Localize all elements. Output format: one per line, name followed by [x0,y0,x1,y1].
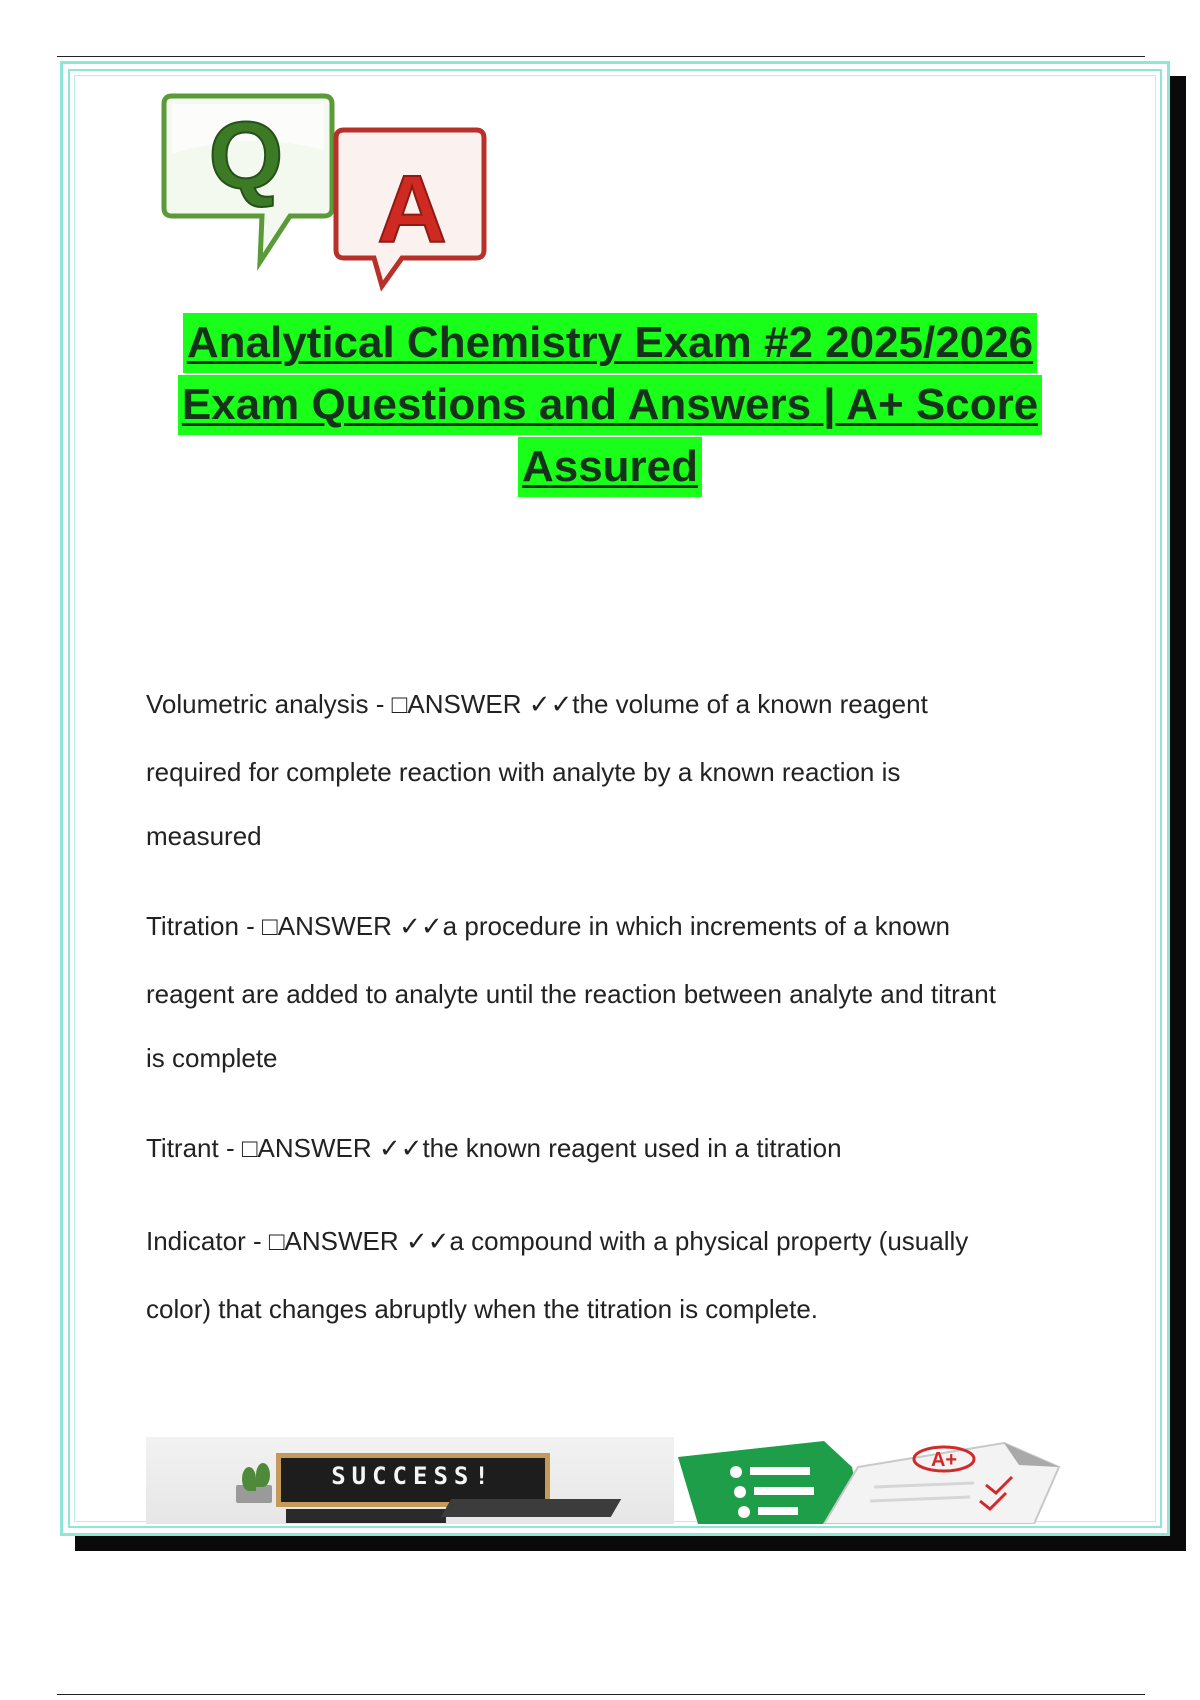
chalkboard-text: SUCCESS! [331,1462,495,1490]
qa-item-titration [146,890,1106,1090]
top-rule [57,56,1145,57]
qa-logo [150,90,530,310]
qa-item-titrant [146,1112,1106,1184]
laptop-image [441,1499,621,1517]
title-line-3: Assured [518,437,702,497]
qa-line: Titration - □ANSWER ✓✓a procedure in which increments of a known [146,911,950,941]
qa-item-indicator [146,1205,1106,1341]
bottom-rule [57,1694,1145,1695]
a-letter: A [377,156,447,263]
qa-line: reagent are added to analyte until the reaction between analyte and titrant [146,979,996,1009]
document-title [130,312,1090,498]
qa-line: is complete [146,1043,278,1073]
plant-leaf-icon [256,1463,270,1487]
tablet-image [286,1509,446,1523]
footer-documents-image [674,1437,1094,1524]
grade-text: A+ [930,1449,958,1471]
qa-item-volumetric-analysis [146,668,1106,868]
qa-line: color) that changes abruptly when the titration is complete. [146,1294,819,1324]
qa-line: measured [146,821,262,851]
qa-line: Indicator - □ANSWER ✓✓a compound with a physical property (usually [146,1226,969,1256]
qa-line: Titrant - □ANSWER ✓✓the known reagent used in a titration [146,1133,842,1163]
q-letter: Q [208,102,284,209]
qa-line: Volumetric analysis - □ANSWER ✓✓the volume of a known reagent [146,689,928,719]
graded-paper-icon [824,1443,1059,1524]
footer-success-photo [146,1437,674,1524]
qa-line: required for complete reaction with analyte by a known reaction is [146,757,901,787]
title-line-1: Analytical Chemistry Exam #2 2025/2026 [183,313,1037,373]
title-line-2: Exam Questions and Answers | A+ Score [178,375,1042,435]
plant-leaf-icon [242,1467,256,1491]
